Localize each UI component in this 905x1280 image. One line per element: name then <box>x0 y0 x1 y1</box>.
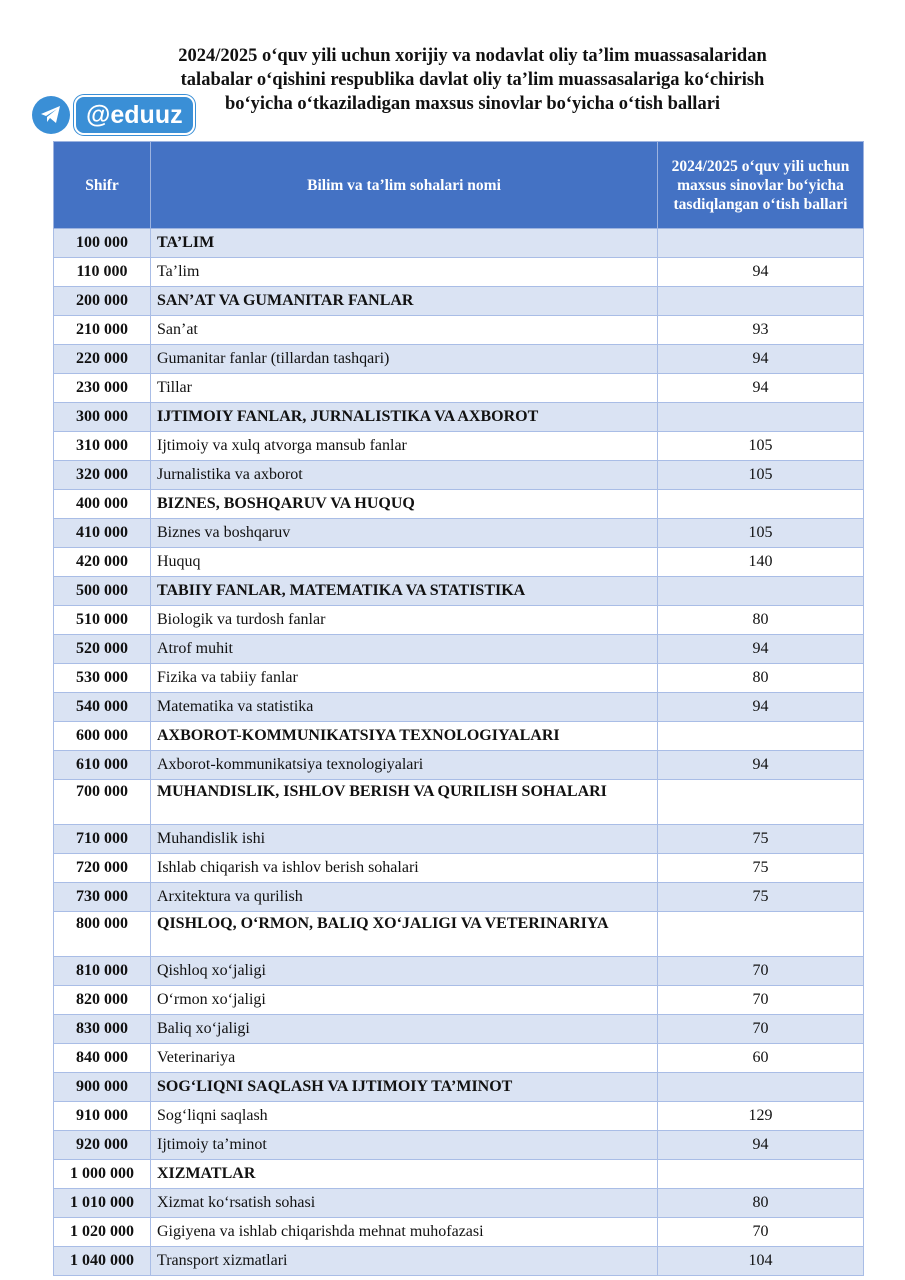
header-field-name: Bilim va ta’lim sohalari nomi <box>151 142 658 229</box>
section-row <box>54 912 864 957</box>
table-row <box>54 1131 864 1160</box>
code-cell: 420 000 <box>54 548 151 577</box>
table-row <box>54 635 864 664</box>
code-cell: 920 000 <box>54 1131 151 1160</box>
score-cell: 105 <box>658 519 864 548</box>
table-row <box>54 1218 864 1247</box>
code-cell: 610 000 <box>54 751 151 780</box>
name-cell: Atrof muhit <box>151 635 658 664</box>
code-cell: 830 000 <box>54 1015 151 1044</box>
name-cell: Qishloq xo‘jaligi <box>151 957 658 986</box>
score-cell <box>658 1073 864 1102</box>
code-cell: 100 000 <box>54 229 151 258</box>
name-cell: TA’LIM <box>151 229 658 258</box>
score-cell <box>658 912 864 957</box>
table-row <box>54 664 864 693</box>
code-cell: 110 000 <box>54 258 151 287</box>
code-cell: 540 000 <box>54 693 151 722</box>
code-cell: 600 000 <box>54 722 151 751</box>
table-row <box>54 693 864 722</box>
header-score: 2024/2025 o‘quv yili uchun maxsus sinovlar bo‘yicha tasdiqlangan o‘tish ballari <box>658 142 864 229</box>
name-cell: IJTIMOIY FANLAR, JURNALISTIKA VA AXBOROT <box>151 403 658 432</box>
name-cell: SOG‘LIQNI SAQLASH VA IJTIMOIY TA’MINOT <box>151 1073 658 1102</box>
name-cell: Baliq xo‘jaligi <box>151 1015 658 1044</box>
name-cell: Gumanitar fanlar (tillardan tashqari) <box>151 345 658 374</box>
code-cell: 410 000 <box>54 519 151 548</box>
table-row <box>54 1102 864 1131</box>
table-row <box>54 374 864 403</box>
table-row <box>54 825 864 854</box>
code-cell: 820 000 <box>54 986 151 1015</box>
section-row <box>54 780 864 825</box>
code-cell: 310 000 <box>54 432 151 461</box>
section-row <box>54 1160 864 1189</box>
code-cell: 320 000 <box>54 461 151 490</box>
score-cell: 94 <box>658 258 864 287</box>
channel-handle: @eduuz <box>74 95 195 135</box>
section-row <box>54 287 864 316</box>
code-cell: 720 000 <box>54 854 151 883</box>
name-cell: Axborot-kommunikatsiya texnologiyalari <box>151 751 658 780</box>
table-row <box>54 606 864 635</box>
name-cell: XIZMATLAR <box>151 1160 658 1189</box>
name-cell: QISHLOQ, O‘RMON, BALIQ XO‘JALIGI VA VETERINARIYA <box>151 912 658 957</box>
score-cell: 94 <box>658 635 864 664</box>
name-cell: Biznes va boshqaruv <box>151 519 658 548</box>
name-cell: AXBOROT-KOMMUNIKATSIYA TEXNOLOGIYALARI <box>151 722 658 751</box>
code-cell: 840 000 <box>54 1044 151 1073</box>
score-cell <box>658 1160 864 1189</box>
code-cell: 900 000 <box>54 1073 151 1102</box>
name-cell: Matematika va statistika <box>151 693 658 722</box>
score-cell: 75 <box>658 854 864 883</box>
score-cell: 70 <box>658 1015 864 1044</box>
score-cell: 140 <box>658 548 864 577</box>
name-cell: Huquq <box>151 548 658 577</box>
name-cell: Biologik va turdosh fanlar <box>151 606 658 635</box>
score-cell: 94 <box>658 374 864 403</box>
score-cell: 70 <box>658 957 864 986</box>
score-cell: 94 <box>658 1131 864 1160</box>
name-cell: Xizmat ko‘rsatish sohasi <box>151 1189 658 1218</box>
score-cell: 75 <box>658 825 864 854</box>
passing-scores-table <box>53 141 864 1276</box>
score-cell <box>658 490 864 519</box>
name-cell: Jurnalistika va axborot <box>151 461 658 490</box>
section-row <box>54 490 864 519</box>
name-cell: Ijtimoiy va xulq atvorga mansub fanlar <box>151 432 658 461</box>
name-cell: San’at <box>151 316 658 345</box>
name-cell: BIZNES, BOSHQARUV VA HUQUQ <box>151 490 658 519</box>
table-row <box>54 258 864 287</box>
code-cell: 220 000 <box>54 345 151 374</box>
table-row <box>54 1247 864 1276</box>
name-cell: Fizika va tabiiy fanlar <box>151 664 658 693</box>
code-cell: 910 000 <box>54 1102 151 1131</box>
table-row <box>54 316 864 345</box>
code-cell: 500 000 <box>54 577 151 606</box>
score-cell: 93 <box>658 316 864 345</box>
name-cell: MUHANDISLIK, ISHLOV BERISH VA QURILISH SOHALARI <box>151 780 658 825</box>
table-row <box>54 432 864 461</box>
table-header-row <box>54 142 864 229</box>
score-cell: 75 <box>658 883 864 912</box>
score-cell: 104 <box>658 1247 864 1276</box>
code-cell: 230 000 <box>54 374 151 403</box>
score-cell: 105 <box>658 461 864 490</box>
table-row <box>54 854 864 883</box>
header-code: Shifr <box>54 142 151 229</box>
name-cell: Ijtimoiy ta’minot <box>151 1131 658 1160</box>
score-cell: 70 <box>658 1218 864 1247</box>
table-row <box>54 1015 864 1044</box>
section-row <box>54 722 864 751</box>
code-cell: 1 040 000 <box>54 1247 151 1276</box>
table-row <box>54 986 864 1015</box>
code-cell: 810 000 <box>54 957 151 986</box>
code-cell: 200 000 <box>54 287 151 316</box>
code-cell: 520 000 <box>54 635 151 664</box>
table-row <box>54 883 864 912</box>
name-cell: Veterinariya <box>151 1044 658 1073</box>
name-cell: Ishlab chiqarish va ishlov berish sohalari <box>151 854 658 883</box>
section-row <box>54 577 864 606</box>
code-cell: 300 000 <box>54 403 151 432</box>
code-cell: 730 000 <box>54 883 151 912</box>
score-cell: 80 <box>658 606 864 635</box>
table-row <box>54 548 864 577</box>
title-line: talabalar o‘qishini respublika davlat oliy ta’lim muassasalariga ko‘chirish <box>180 70 765 90</box>
table-row <box>54 519 864 548</box>
score-cell: 80 <box>658 1189 864 1218</box>
score-cell: 129 <box>658 1102 864 1131</box>
code-cell: 1 000 000 <box>54 1160 151 1189</box>
code-cell: 1 010 000 <box>54 1189 151 1218</box>
table-row <box>54 461 864 490</box>
channel-badge <box>32 95 195 135</box>
score-cell: 60 <box>658 1044 864 1073</box>
table-row <box>54 1189 864 1218</box>
name-cell: O‘rmon xo‘jaligi <box>151 986 658 1015</box>
name-cell: Ta’lim <box>151 258 658 287</box>
score-cell: 94 <box>658 751 864 780</box>
section-row <box>54 403 864 432</box>
name-cell: TABIIY FANLAR, MATEMATIKA VA STATISTIKA <box>151 577 658 606</box>
title-line: bo‘yicha o‘tkaziladigan maxsus sinovlar bo‘yicha o‘tish ballari <box>224 94 721 114</box>
score-cell: 70 <box>658 986 864 1015</box>
score-cell: 94 <box>658 693 864 722</box>
score-cell <box>658 780 864 825</box>
code-cell: 400 000 <box>54 490 151 519</box>
code-cell: 1 020 000 <box>54 1218 151 1247</box>
score-cell <box>658 722 864 751</box>
name-cell: Sog‘liqni saqlash <box>151 1102 658 1131</box>
score-cell: 105 <box>658 432 864 461</box>
name-cell: Muhandislik ishi <box>151 825 658 854</box>
section-row <box>54 1073 864 1102</box>
score-cell <box>658 229 864 258</box>
score-cell <box>658 287 864 316</box>
code-cell: 210 000 <box>54 316 151 345</box>
code-cell: 710 000 <box>54 825 151 854</box>
table-row <box>54 1044 864 1073</box>
table-row <box>54 957 864 986</box>
name-cell: Tillar <box>151 374 658 403</box>
document-title <box>120 44 825 116</box>
score-cell: 94 <box>658 345 864 374</box>
name-cell: Transport xizmatlari <box>151 1247 658 1276</box>
score-cell <box>658 403 864 432</box>
table-row <box>54 751 864 780</box>
name-cell: Gigiyena va ishlab chiqarishda mehnat muhofazasi <box>151 1218 658 1247</box>
name-cell: Arxitektura va qurilish <box>151 883 658 912</box>
score-cell <box>658 577 864 606</box>
code-cell: 700 000 <box>54 780 151 825</box>
title-line: 2024/2025 o‘quv yili uchun xorijiy va nodavlat oliy ta’lim muassasalaridan <box>178 46 767 66</box>
code-cell: 510 000 <box>54 606 151 635</box>
score-cell: 80 <box>658 664 864 693</box>
code-cell: 530 000 <box>54 664 151 693</box>
code-cell: 800 000 <box>54 912 151 957</box>
telegram-icon <box>32 96 70 134</box>
section-row <box>54 229 864 258</box>
name-cell: SAN’AT VA GUMANITAR FANLAR <box>151 287 658 316</box>
table-row <box>54 345 864 374</box>
